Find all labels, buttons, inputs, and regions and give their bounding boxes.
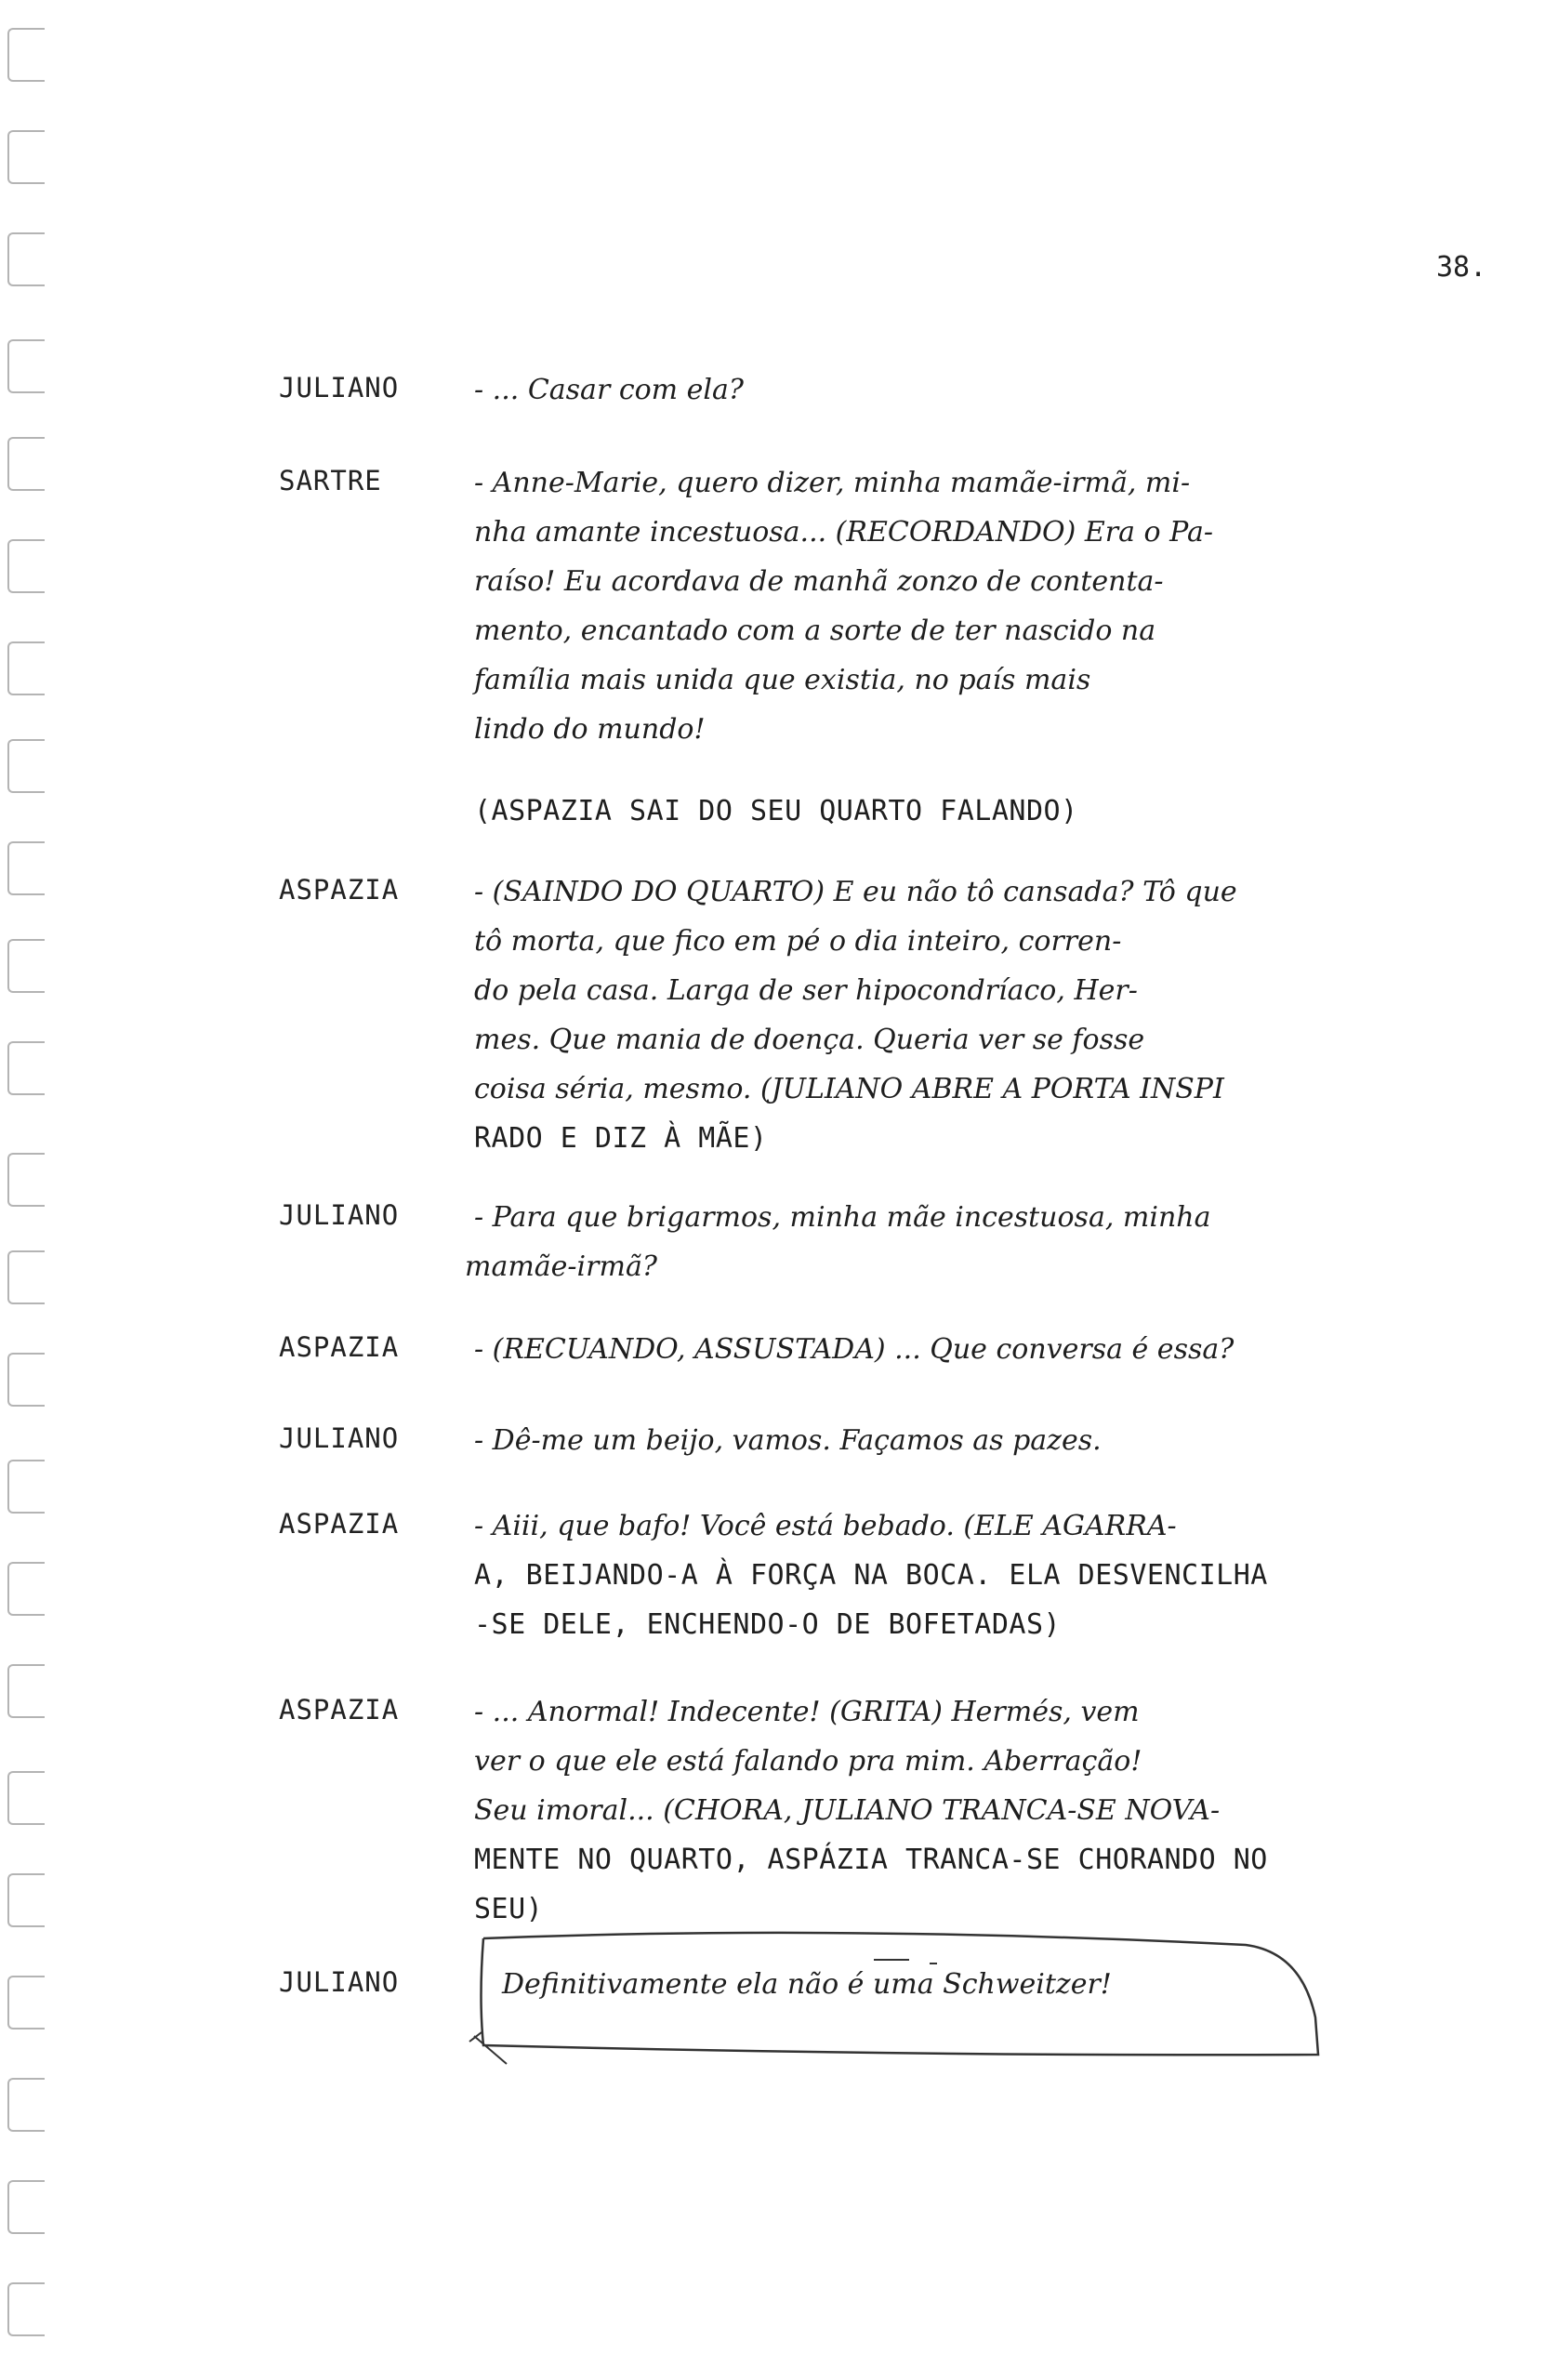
binder-mark — [7, 1771, 45, 1825]
speaker-name: ASPAZIA — [279, 1508, 400, 1540]
dialogue-line: Seu imoral... (CHORA, JULIANO TRANCA-SE NOVA- — [474, 1794, 1221, 1827]
binder-mark — [7, 2078, 45, 2132]
speaker-name: ASPAZIA — [279, 874, 400, 906]
dialogue-line: tô morta, que fico em pé o dia inteiro, corren- — [474, 925, 1122, 958]
binder-mark — [7, 739, 45, 793]
dialogue-line: -SE DELE, ENCHENDO-O DE BOFETADAS) — [474, 1608, 1062, 1641]
dialogue-line: nha amante incestuosa... (RECORDANDO) Era o Pa- — [474, 516, 1213, 549]
dialogue-line: MENTE NO QUARTO, ASPÁZIA TRANCA-SE CHORANDO NO — [474, 1844, 1268, 1876]
binder-mark — [7, 1664, 45, 1718]
binder-mark — [7, 232, 45, 286]
dialogue-line: - Dê-me um beijo, vamos. Façamos as pazes. — [474, 1424, 1102, 1457]
dialogue-line: - (RECUANDO, ASSUSTADA) ... Que conversa é essa? — [474, 1333, 1235, 1366]
dialogue-line: coisa séria, mesmo. (JULIANO ABRE A PORTA INSPI — [474, 1073, 1224, 1105]
dialogue-line: Definitivamente ela não é uma Schweitzer! — [502, 1968, 1112, 2001]
binder-mark — [7, 1353, 45, 1407]
dialogue-line: - ... Casar com ela? — [474, 374, 744, 406]
binder-mark — [7, 939, 45, 993]
binder-mark — [7, 130, 45, 184]
binder-mark — [7, 28, 45, 82]
page-number: 38. — [1436, 251, 1487, 284]
dialogue-line: A, BEIJANDO-A À FORÇA NA BOCA. ELA DESVENCILHA — [474, 1559, 1268, 1592]
speaker-name: ASPAZIA — [279, 1331, 400, 1363]
speaker-name: ASPAZIA — [279, 1694, 400, 1726]
dialogue-line: - Aiii, que bafo! Você está bebado. (ELE AGARRA- — [474, 1510, 1177, 1542]
binder-mark — [7, 841, 45, 895]
dialogue-line: mento, encantado com a sorte de ter nascido na — [474, 615, 1156, 647]
binder-mark — [7, 1153, 45, 1207]
dialogue-line: mes. Que mania de doença. Queria ver se fosse — [474, 1024, 1145, 1056]
dialogue-line: SEU) — [474, 1893, 544, 1925]
dialogue-line: do pela casa. Larga de ser hipocondríaco, Her- — [474, 974, 1138, 1007]
speaker-name: JULIANO — [279, 1422, 400, 1454]
dialogue-line: - ... Anormal! Indecente! (GRITA) Hermés, vem — [474, 1696, 1140, 1728]
speaker-name: JULIANO — [279, 1199, 400, 1231]
binder-mark — [7, 1562, 45, 1616]
speaker-name: JULIANO — [279, 1966, 400, 1998]
dialogue-line: ver o que ele está falando pra mim. Aberração! — [474, 1745, 1142, 1778]
dialogue-line: RADO E DIZ À MÃE) — [474, 1122, 768, 1155]
dialogue-line: família mais unida que existia, no país mais — [474, 664, 1091, 696]
dialogue-line: - Anne-Marie, quero dizer, minha mamãe-irmã, mi- — [474, 467, 1191, 499]
dialogue-line: - (SAINDO DO QUARTO) E eu não tô cansada? Tô que — [474, 876, 1237, 908]
binder-mark — [7, 2282, 45, 2336]
binder-mark — [7, 1041, 45, 1095]
binder-mark — [7, 1460, 45, 1514]
binder-mark — [7, 539, 45, 593]
binder-mark — [7, 2180, 45, 2234]
binder-mark — [7, 641, 45, 695]
dialogue-line: raíso! Eu acordava de manhã zonzo de contenta- — [474, 565, 1164, 598]
binder-mark — [7, 339, 45, 393]
speaker-name: JULIANO — [279, 372, 400, 403]
binder-mark — [7, 1250, 45, 1304]
dialogue-line: mamãe-irmã? — [465, 1250, 657, 1283]
dialogue-line: lindo do mundo! — [474, 713, 706, 746]
binder-mark — [7, 437, 45, 491]
binder-mark — [7, 1976, 45, 2030]
speaker-name: SARTRE — [279, 465, 382, 496]
dialogue-line: - Para que brigarmos, minha mãe incestuosa, minha — [474, 1201, 1211, 1234]
stage-direction: (ASPAZIA SAI DO SEU QUARTO FALANDO) — [474, 795, 1078, 827]
binder-mark — [7, 1873, 45, 1927]
